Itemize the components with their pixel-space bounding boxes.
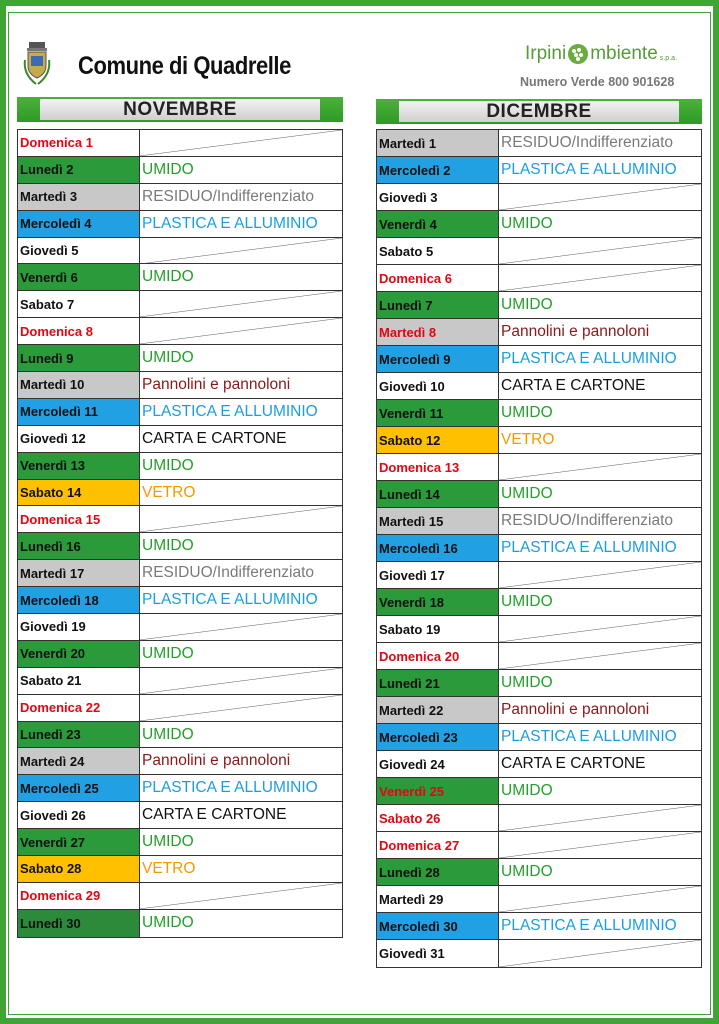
calendar-row xyxy=(377,643,701,670)
no-collection-cell xyxy=(499,454,701,480)
calendar-row xyxy=(377,778,701,805)
collection-type: UMIDO xyxy=(501,215,553,232)
calendar-row xyxy=(377,454,701,481)
day-label: Venerdì 4 xyxy=(377,211,499,237)
calendar-row xyxy=(18,856,342,883)
day-label: Sabato 12 xyxy=(377,427,499,453)
collection-type: VETRO xyxy=(142,483,196,501)
day-label: Domenica 15 xyxy=(18,506,140,532)
day-label: Giovedì 31 xyxy=(377,940,499,967)
calendar-row xyxy=(18,318,342,345)
collection-type: PLASTICA E ALLUMINIO xyxy=(142,402,318,420)
day-label: Domenica 22 xyxy=(18,695,140,721)
collection-type: PLASTICA E ALLUMINIO xyxy=(501,728,677,745)
day-label: Giovedì 12 xyxy=(18,426,140,452)
collection-type: UMIDO xyxy=(501,863,553,880)
day-label: Sabato 26 xyxy=(377,805,499,831)
calendar-row xyxy=(18,184,342,211)
collection-type: Pannolini e pannoloni xyxy=(501,701,650,718)
collection-type: PLASTICA E ALLUMINIO xyxy=(142,779,318,797)
day-label: Venerdì 6 xyxy=(18,264,140,290)
calendar-row xyxy=(18,829,342,856)
company-logo xyxy=(525,42,677,66)
collection-type: PLASTICA E ALLUMINIO xyxy=(501,161,677,178)
calendar-row xyxy=(18,910,342,937)
town-crest-icon xyxy=(22,40,52,88)
collection-type: Pannolini e pannoloni xyxy=(501,323,650,340)
day-label: Martedì 24 xyxy=(18,748,140,774)
day-label: Venerdì 27 xyxy=(18,829,140,855)
day-label: Mercoledì 4 xyxy=(18,211,140,237)
calendar-row xyxy=(18,533,342,560)
day-label: Mercoledì 2 xyxy=(377,157,499,183)
day-label: Giovedì 17 xyxy=(377,562,499,588)
no-collection-cell xyxy=(499,940,701,967)
day-label: Lunedì 16 xyxy=(18,533,140,559)
no-collection-cell xyxy=(499,562,701,588)
day-label: Lunedì 21 xyxy=(377,670,499,696)
collection-type: RESIDUO/Indifferenziato xyxy=(142,564,315,582)
calendar-row xyxy=(18,560,342,587)
collection-type: VETRO xyxy=(142,859,196,877)
calendar-row xyxy=(18,587,342,614)
collection-type: PLASTICA E ALLUMINIO xyxy=(501,539,677,556)
calendar-row xyxy=(377,130,701,157)
calendar-row xyxy=(18,211,342,238)
day-label: Domenica 20 xyxy=(377,643,499,669)
day-label: Lunedì 7 xyxy=(377,292,499,318)
calendar-row xyxy=(377,805,701,832)
calendar-row xyxy=(377,265,701,292)
day-label: Mercoledì 9 xyxy=(377,346,499,372)
day-label: Giovedì 24 xyxy=(377,751,499,777)
no-collection-cell xyxy=(140,238,342,264)
calendar-row xyxy=(377,373,701,400)
day-label: Martedì 10 xyxy=(18,372,140,398)
no-collection-cell xyxy=(499,886,701,912)
day-label: Mercoledì 16 xyxy=(377,535,499,561)
no-collection-cell xyxy=(499,265,701,291)
calendar-row xyxy=(377,211,701,238)
day-label: Mercoledì 11 xyxy=(18,399,140,425)
day-label: Giovedì 19 xyxy=(18,614,140,640)
calendar-row xyxy=(18,883,342,910)
calendar-row xyxy=(377,886,701,913)
day-label: Giovedì 3 xyxy=(377,184,499,210)
no-collection-cell xyxy=(140,668,342,694)
collection-type: UMIDO xyxy=(142,537,194,555)
calendar-row xyxy=(18,480,342,507)
day-label: Sabato 14 xyxy=(18,480,140,506)
day-label: Lunedì 23 xyxy=(18,722,140,748)
day-label: Sabato 5 xyxy=(377,238,499,264)
day-label: Giovedì 26 xyxy=(18,802,140,828)
day-label: Sabato 19 xyxy=(377,616,499,642)
december-calendar xyxy=(376,129,702,968)
collection-type: PLASTICA E ALLUMINIO xyxy=(142,591,318,609)
day-label: Mercoledì 30 xyxy=(377,913,499,939)
calendar-row xyxy=(377,238,701,265)
day-label: Mercoledì 25 xyxy=(18,775,140,801)
collection-type: UMIDO xyxy=(501,296,553,313)
calendar-row xyxy=(18,453,342,480)
day-label: Domenica 6 xyxy=(377,265,499,291)
calendar-row xyxy=(377,346,701,373)
calendar-row xyxy=(377,751,701,778)
collection-type: UMIDO xyxy=(142,914,194,932)
calendar-row xyxy=(18,264,342,291)
day-label: Sabato 21 xyxy=(18,668,140,694)
calendar-row xyxy=(18,802,342,829)
collection-type: UMIDO xyxy=(501,782,553,799)
day-label: Lunedì 28 xyxy=(377,859,499,885)
collection-type: CARTA E CARTONE xyxy=(142,806,287,824)
toll-free-number: Numero Verde 800 901628 xyxy=(520,75,675,89)
calendar-row xyxy=(377,670,701,697)
calendar-row xyxy=(377,724,701,751)
collection-type: UMIDO xyxy=(142,644,194,662)
calendar-row xyxy=(377,292,701,319)
calendar-row xyxy=(377,319,701,346)
calendar-row xyxy=(18,238,342,265)
calendar-row xyxy=(18,668,342,695)
collection-type: UMIDO xyxy=(142,160,194,178)
calendar-row xyxy=(18,345,342,372)
collection-type: CARTA E CARTONE xyxy=(142,429,287,447)
calendar-row xyxy=(377,832,701,859)
calendar-row xyxy=(18,372,342,399)
calendar-row xyxy=(377,481,701,508)
collection-type: VETRO xyxy=(501,431,555,448)
collection-type: UMIDO xyxy=(142,268,194,286)
collection-type: Pannolini e pannoloni xyxy=(142,752,291,770)
day-label: Martedì 17 xyxy=(18,560,140,586)
day-label: Domenica 29 xyxy=(18,883,140,909)
grape-leaf-icon xyxy=(567,43,589,65)
town-title: Comune di Quadrelle xyxy=(78,52,291,80)
collection-type: CARTA E CARTONE xyxy=(501,755,646,772)
day-label: Venerdì 20 xyxy=(18,641,140,667)
day-label: Martedì 15 xyxy=(377,508,499,534)
collection-type: RESIDUO/Indifferenziato xyxy=(501,512,674,529)
collection-type: Pannolini e pannoloni xyxy=(142,375,291,393)
no-collection-cell xyxy=(140,130,342,156)
collection-type: UMIDO xyxy=(142,833,194,851)
calendar-row xyxy=(377,913,701,940)
december-header xyxy=(376,99,702,124)
day-label: Venerdì 13 xyxy=(18,453,140,479)
day-label: Martedì 29 xyxy=(377,886,499,912)
no-collection-cell xyxy=(140,318,342,344)
day-label: Lunedì 2 xyxy=(18,157,140,183)
calendar-row xyxy=(18,641,342,668)
no-collection-cell xyxy=(140,291,342,317)
day-label: Sabato 7 xyxy=(18,291,140,317)
calendar-row xyxy=(377,562,701,589)
no-collection-cell xyxy=(499,616,701,642)
calendar-row xyxy=(377,859,701,886)
collection-type: RESIDUO/Indifferenziato xyxy=(142,187,315,205)
day-label: Venerdì 11 xyxy=(377,400,499,426)
no-collection-cell xyxy=(140,614,342,640)
collection-type: UMIDO xyxy=(142,725,194,743)
collection-type: UMIDO xyxy=(501,593,553,610)
no-collection-cell xyxy=(140,695,342,721)
collection-type: UMIDO xyxy=(142,456,194,474)
day-label: Domenica 8 xyxy=(18,318,140,344)
day-label: Mercoledì 18 xyxy=(18,587,140,613)
collection-type: UMIDO xyxy=(501,404,553,421)
calendar-row xyxy=(377,535,701,562)
no-collection-cell xyxy=(499,832,701,858)
no-collection-cell xyxy=(140,883,342,909)
calendar-row xyxy=(18,722,342,749)
day-label: Martedì 3 xyxy=(18,184,140,210)
calendar-row xyxy=(377,157,701,184)
day-label: Sabato 28 xyxy=(18,856,140,882)
calendar-row xyxy=(18,399,342,426)
day-label: Lunedì 9 xyxy=(18,345,140,371)
collection-type: PLASTICA E ALLUMINIO xyxy=(501,917,677,934)
collection-type: CARTA E CARTONE xyxy=(501,377,646,394)
day-label: Lunedì 30 xyxy=(18,910,140,937)
november-calendar xyxy=(17,129,343,938)
calendar-row xyxy=(377,616,701,643)
december-title: DICEMBRE xyxy=(399,101,679,122)
no-collection-cell xyxy=(499,805,701,831)
collection-type: UMIDO xyxy=(142,349,194,367)
logo-text-left: Irpini xyxy=(525,43,567,64)
no-collection-cell xyxy=(499,238,701,264)
calendar-row xyxy=(18,157,342,184)
calendar-row xyxy=(18,426,342,453)
day-label: Martedì 8 xyxy=(377,319,499,345)
collection-type: RESIDUO/Indifferenziato xyxy=(501,134,674,151)
calendar-row xyxy=(18,291,342,318)
calendar-row xyxy=(18,748,342,775)
calendar-row xyxy=(18,506,342,533)
day-label: Venerdì 18 xyxy=(377,589,499,615)
day-label: Mercoledì 23 xyxy=(377,724,499,750)
day-label: Venerdì 25 xyxy=(377,778,499,804)
calendar-row xyxy=(377,697,701,724)
calendar-row xyxy=(18,775,342,802)
calendar-row xyxy=(377,184,701,211)
calendar-row xyxy=(377,589,701,616)
logo-text-right: mbiente xyxy=(590,43,658,64)
november-title: NOVEMBRE xyxy=(40,99,320,120)
no-collection-cell xyxy=(499,643,701,669)
calendar-row xyxy=(18,695,342,722)
collection-type: UMIDO xyxy=(501,485,553,502)
day-label: Martedì 22 xyxy=(377,697,499,723)
day-label: Domenica 1 xyxy=(18,130,140,156)
day-label: Lunedì 14 xyxy=(377,481,499,507)
calendar-row xyxy=(18,614,342,641)
november-header xyxy=(17,97,343,122)
no-collection-cell xyxy=(499,184,701,210)
day-label: Giovedì 5 xyxy=(18,238,140,264)
day-label: Domenica 27 xyxy=(377,832,499,858)
collection-type: PLASTICA E ALLUMINIO xyxy=(142,214,318,232)
calendar-row xyxy=(18,130,342,157)
no-collection-cell xyxy=(140,506,342,532)
collection-type: PLASTICA E ALLUMINIO xyxy=(501,350,677,367)
day-label: Giovedì 10 xyxy=(377,373,499,399)
collection-type: UMIDO xyxy=(501,674,553,691)
calendar-row xyxy=(377,940,701,967)
calendar-row xyxy=(377,427,701,454)
day-label: Martedì 1 xyxy=(377,130,499,156)
day-label: Domenica 13 xyxy=(377,454,499,480)
logo-suffix: s.p.a. xyxy=(659,54,677,62)
calendar-row xyxy=(377,508,701,535)
calendar-row xyxy=(377,400,701,427)
